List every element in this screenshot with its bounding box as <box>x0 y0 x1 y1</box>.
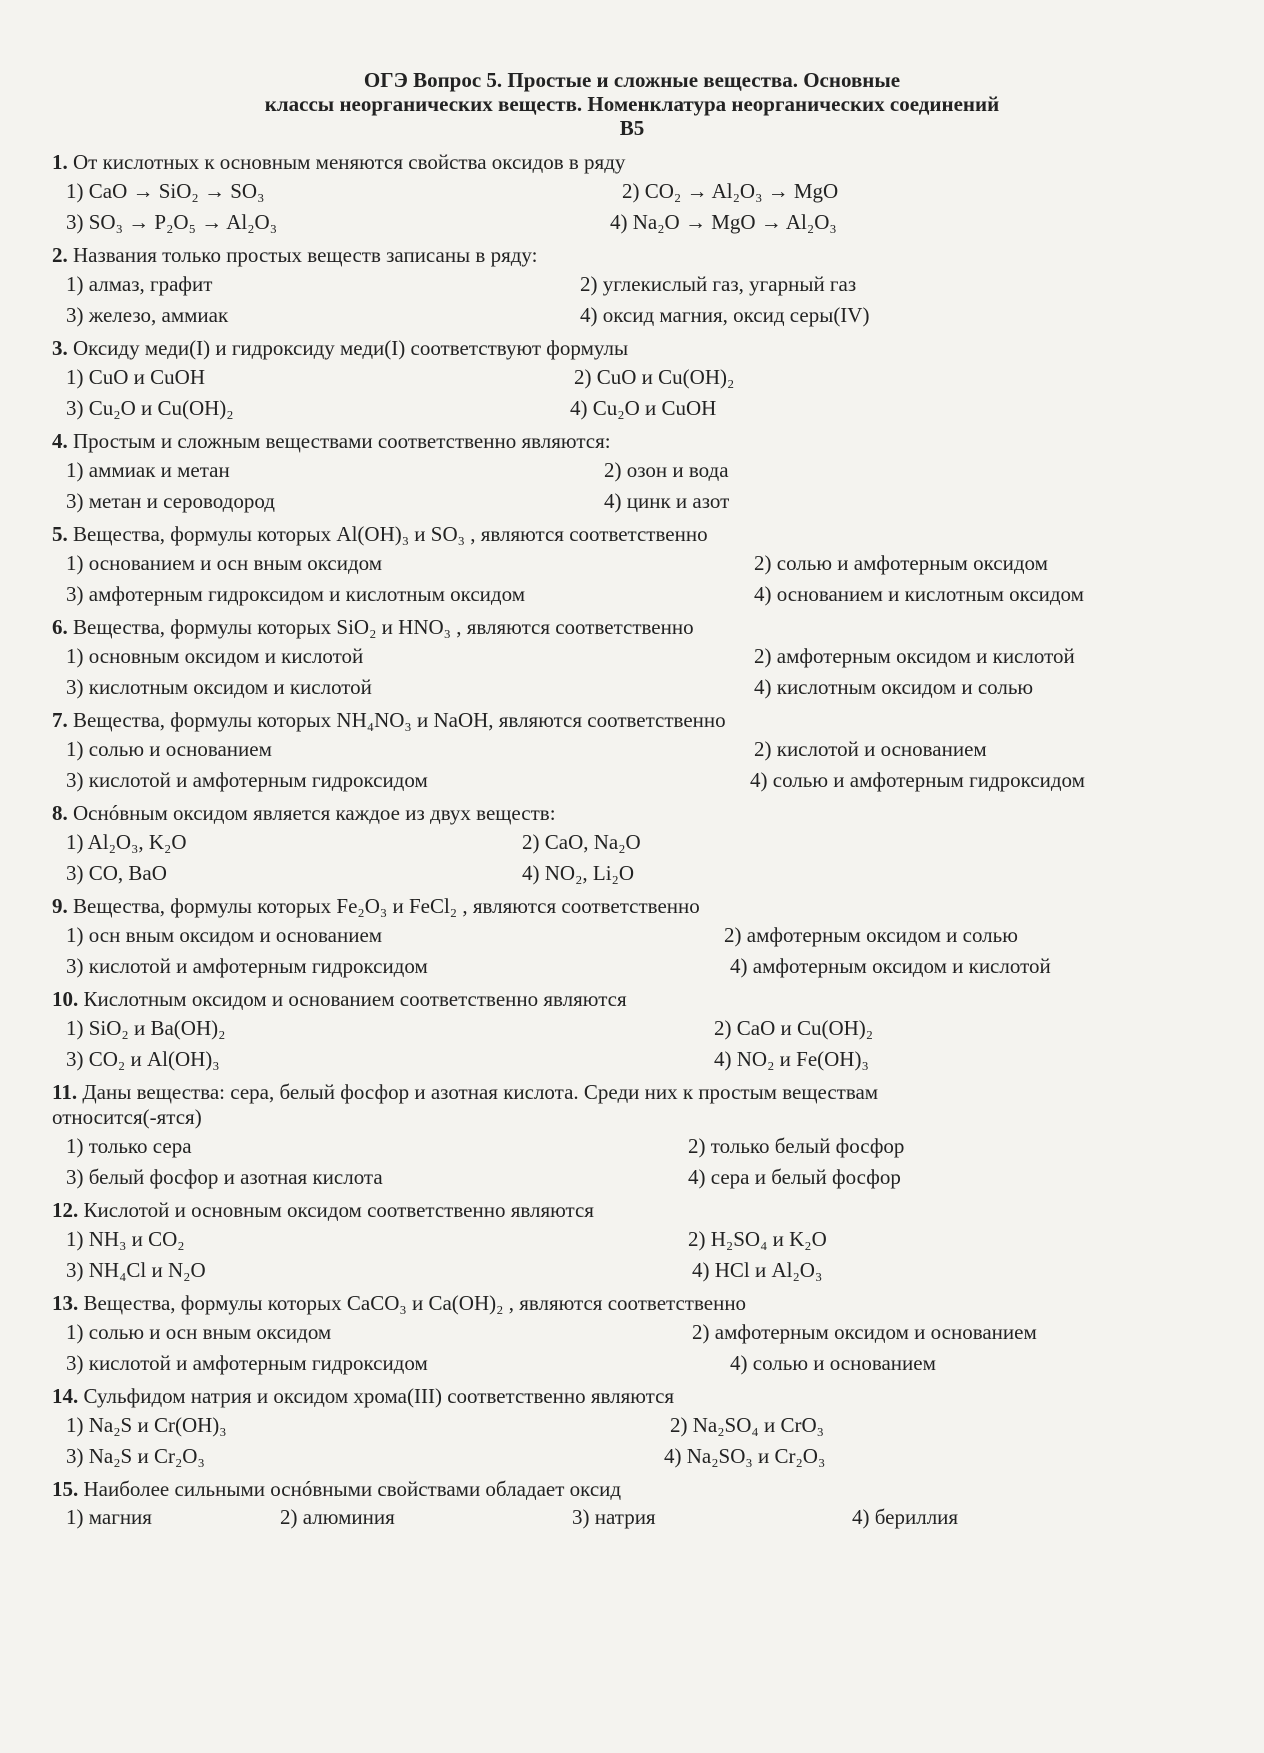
question-stem: Кислотным оксидом и основанием соответственно являются <box>83 987 627 1011</box>
question-text <box>52 1384 1162 1409</box>
answer-option-1[interactable]: 1) основным оксидом и кислотой <box>66 644 364 668</box>
answer-option-3[interactable]: 3) NH₄Cl и N₂O <box>66 1258 206 1282</box>
answer-options <box>52 733 1162 799</box>
question-number: 3. <box>52 336 68 360</box>
question-stem: Вещества, формулы которых NH₄NO₃ и NaOH, являются соответственно <box>73 708 726 732</box>
answer-option-2[interactable]: 2) Na₂SO₄ и CrO₃ <box>670 1413 824 1437</box>
question-number: 9. <box>52 894 68 918</box>
answer-option-2[interactable]: 2) H₂SO₄ и K₂O <box>688 1227 827 1251</box>
question-number: 5. <box>52 522 68 546</box>
answer-options <box>52 1316 1162 1382</box>
answer-option-2[interactable]: 2) CaO и Cu(OH)₂ <box>714 1016 874 1040</box>
answer-options <box>52 268 1162 334</box>
answer-option-4[interactable]: 4) цинк и азот <box>604 489 730 513</box>
answer-options <box>52 1130 1162 1196</box>
answer-options <box>52 640 1162 706</box>
answer-option-3[interactable]: 3) CO, BaO <box>66 861 167 885</box>
title-line-1: ОГЭ Вопрос 5. Простые и сложные вещества. Основные <box>363 68 901 92</box>
answer-option-4[interactable]: 4) солью и амфотерным гидроксидом <box>750 768 1085 792</box>
answer-option-2[interactable]: 2) амфотерным оксидом и кислотой <box>754 644 1075 668</box>
question-3 <box>52 336 1162 427</box>
question-stem: Вещества, формулы которых SiO₂ и HNO₃ , являются соответственно <box>73 615 694 639</box>
answer-option-1[interactable]: 1) осн вным оксидом и основанием <box>66 923 383 947</box>
question-stem: Наиболее сильными оснóвными свойствами обладает оксид <box>83 1477 622 1501</box>
answer-option-4[interactable]: 4) кислотным оксидом и солью <box>754 675 1034 699</box>
answer-option-1[interactable]: 1) CuO и CuOH <box>66 365 205 389</box>
question-15 <box>52 1477 1162 1535</box>
question-number: 7. <box>52 708 68 732</box>
question-text <box>52 801 1162 826</box>
question-stem: Сульфидом натрия и оксидом хрома(III) соответственно являются <box>83 1384 675 1408</box>
answer-option-2[interactable]: 2) только белый фосфор <box>688 1134 905 1158</box>
question-stem: Вещества, формулы которых CaCO₃ и Ca(OH)₂ , являются соответственно <box>83 1291 747 1315</box>
question-12 <box>52 1198 1162 1289</box>
question-9 <box>52 894 1162 985</box>
question-stem: Оснóвным оксидом является каждое из двух веществ: <box>73 801 556 825</box>
answer-option-4[interactable]: 4) основанием и кислотным оксидом <box>754 582 1084 606</box>
title-line-3: В5 <box>619 116 645 140</box>
answer-option-1[interactable]: 1) только сера <box>66 1134 192 1158</box>
question-stem: Вещества, формулы которых Al(OH)₃ и SO₃ , являются соответственно <box>73 522 708 546</box>
question-number: 1. <box>52 150 68 174</box>
answer-option-3[interactable]: 3) кислотным оксидом и кислотой <box>66 675 372 699</box>
question-4 <box>52 429 1162 520</box>
answer-option-1[interactable]: 1) солью и осн вным оксидом <box>66 1320 332 1344</box>
answer-option-3[interactable]: 3) Na₂S и Cr₂O₃ <box>66 1444 205 1468</box>
question-text <box>52 1198 1162 1223</box>
answer-option-3[interactable]: 3) кислотой и амфотерным гидроксидом <box>66 1351 428 1375</box>
answer-option-4[interactable]: 4) амфотерным оксидом и кислотой <box>730 954 1051 978</box>
question-stem: Кислотой и основным оксидом соответственно являются <box>83 1198 594 1222</box>
answer-option-4[interactable]: 4) Cu₂O и CuOH <box>570 396 717 420</box>
answer-options <box>52 1409 1162 1475</box>
question-number: 4. <box>52 429 68 453</box>
question-text <box>52 615 1162 640</box>
answer-option-3[interactable]: 3) метан и сероводород <box>66 489 275 513</box>
answer-options <box>52 919 1162 985</box>
question-text <box>52 1080 1162 1105</box>
question-number: 13. <box>52 1291 79 1315</box>
answer-option-1[interactable]: 1) Na₂S и Cr(OH)₃ <box>66 1413 227 1437</box>
answer-option-1[interactable]: 1) CaO → SiO₂ → SO₃ <box>66 179 265 203</box>
answer-option-4[interactable]: 4) Na₂SO₃ и Cr₂O₃ <box>664 1444 826 1468</box>
answer-option-1[interactable]: 1) SiO₂ и Ba(OH)₂ <box>66 1016 226 1040</box>
answer-option-2[interactable]: 2) солью и амфотерным оксидом <box>754 551 1048 575</box>
question-14 <box>52 1384 1162 1475</box>
answer-options <box>52 547 1162 613</box>
question-6 <box>52 615 1162 706</box>
question-10 <box>52 987 1162 1078</box>
answer-option-1[interactable]: 1) солью и основанием <box>66 737 272 761</box>
question-stem: Названия только простых веществ записаны в ряду: <box>73 243 538 267</box>
answer-option-3[interactable]: 3) белый фосфор и азотная кислота <box>66 1165 383 1189</box>
answer-option-4[interactable]: 4) бериллия <box>852 1505 959 1529</box>
question-stem: От кислотных к основным меняются свойства оксидов в ряду <box>73 150 626 174</box>
answer-option-2[interactable]: 2) амфотерным оксидом и солью <box>724 923 1018 947</box>
answer-option-3[interactable]: 3) SO₃ → P₂O₅ → Al₂O₃ <box>66 210 278 234</box>
answer-option-4[interactable]: 4) HCl и Al₂O₃ <box>692 1258 823 1282</box>
question-11 <box>52 1080 1162 1196</box>
question-2 <box>52 243 1162 334</box>
answer-option-4[interactable]: 4) сера и белый фосфор <box>688 1165 901 1189</box>
question-text <box>52 1477 1162 1502</box>
question-stem: Вещества, формулы которых Fe₂O₃ и FeCl₂ , являются соответственно <box>73 894 700 918</box>
answer-option-4[interactable]: 4) NO₂, Li₂O <box>522 861 635 885</box>
question-text <box>52 987 1162 1012</box>
answer-option-1[interactable]: 1) NH₃ и CO₂ <box>66 1227 185 1251</box>
answer-options <box>52 1502 1162 1535</box>
question-text <box>52 336 1162 361</box>
question-5 <box>52 522 1162 613</box>
answer-option-2[interactable]: 2) алюминия <box>280 1505 395 1529</box>
answer-option-2[interactable]: 2) кислотой и основанием <box>754 737 987 761</box>
question-number: 14. <box>52 1384 79 1408</box>
question-text <box>52 429 1162 454</box>
answer-option-3[interactable]: 3) кислотой и амфотерным гидроксидом <box>66 954 428 978</box>
question-text-continued: относится(-ятся) <box>52 1105 202 1129</box>
question-stem: Даны вещества: сера, белый фосфор и азотная кислота. Среди них к простым веществам <box>82 1080 879 1104</box>
question-text <box>52 243 1162 268</box>
answer-options <box>52 1012 1162 1078</box>
answer-option-2[interactable]: 2) CO₂ → Al₂O₃ → MgO <box>622 179 839 203</box>
answer-option-2[interactable]: 2) CuO и Cu(OH)₂ <box>574 365 735 389</box>
question-number: 10. <box>52 987 79 1011</box>
answer-option-4[interactable]: 4) солью и основанием <box>730 1351 936 1375</box>
question-number: 15. <box>52 1477 79 1501</box>
answer-option-3[interactable]: 3) CO₂ и Al(OH)₃ <box>66 1047 220 1071</box>
answer-options <box>52 826 1162 892</box>
question-stem: Простым и сложным веществами соответственно являются: <box>73 429 611 453</box>
answer-option-1[interactable]: 1) Al₂O₃, K₂O <box>66 830 187 854</box>
answer-option-4[interactable]: 4) оксид магния, оксид серы(IV) <box>580 303 870 327</box>
answer-option-4[interactable]: 4) NO₂ и Fe(OH)₃ <box>714 1047 869 1071</box>
question-stem: Оксиду меди(I) и гидроксиду меди(I) соответствуют формулы <box>73 336 629 360</box>
question-number: 8. <box>52 801 68 825</box>
question-number: 2. <box>52 243 68 267</box>
question-text <box>52 708 1162 733</box>
answer-options <box>52 361 1162 427</box>
question-13 <box>52 1291 1162 1382</box>
question-8 <box>52 801 1162 892</box>
answer-option-2[interactable]: 2) амфотерным оксидом и основанием <box>692 1320 1037 1344</box>
question-text <box>52 522 1162 547</box>
title-line-2: классы неорганических веществ. Номенклатура неорганических соединений <box>264 92 1000 116</box>
question-text <box>52 1291 1162 1316</box>
answer-option-2[interactable]: 2) углекислый газ, угарный газ <box>580 272 857 296</box>
answer-option-1[interactable]: 1) аммиак и метан <box>66 458 230 482</box>
answer-option-2[interactable]: 2) CaO, Na₂O <box>522 830 641 854</box>
answer-option-3[interactable]: 3) амфотерным гидроксидом и кислотным оксидом <box>66 582 525 606</box>
answer-option-3[interactable]: 3) Cu₂O и Cu(OH)₂ <box>66 396 234 420</box>
question-list <box>52 150 1162 1537</box>
answer-option-3[interactable]: 3) кислотой и амфотерным гидроксидом <box>66 768 428 792</box>
question-number: 11. <box>52 1080 78 1104</box>
question-number: 12. <box>52 1198 79 1222</box>
answer-option-1[interactable]: 1) магния <box>66 1505 152 1529</box>
question-7 <box>52 708 1162 799</box>
answer-options <box>52 175 1162 241</box>
answer-option-2[interactable]: 2) озон и вода <box>604 458 729 482</box>
question-text <box>52 150 1162 175</box>
question-1 <box>52 150 1162 241</box>
worksheet-title <box>0 68 1264 140</box>
answer-options <box>52 454 1162 520</box>
answer-option-1[interactable]: 1) алмаз, графит <box>66 272 213 296</box>
question-text <box>52 894 1162 919</box>
answer-option-1[interactable]: 1) основанием и осн вным оксидом <box>66 551 383 575</box>
answer-option-4[interactable]: 4) Na₂O → MgO → Al₂O₃ <box>610 210 837 234</box>
answer-options <box>52 1223 1162 1289</box>
answer-option-3[interactable]: 3) натрия <box>572 1505 656 1529</box>
question-number: 6. <box>52 615 68 639</box>
answer-option-3[interactable]: 3) железо, аммиак <box>66 303 229 327</box>
